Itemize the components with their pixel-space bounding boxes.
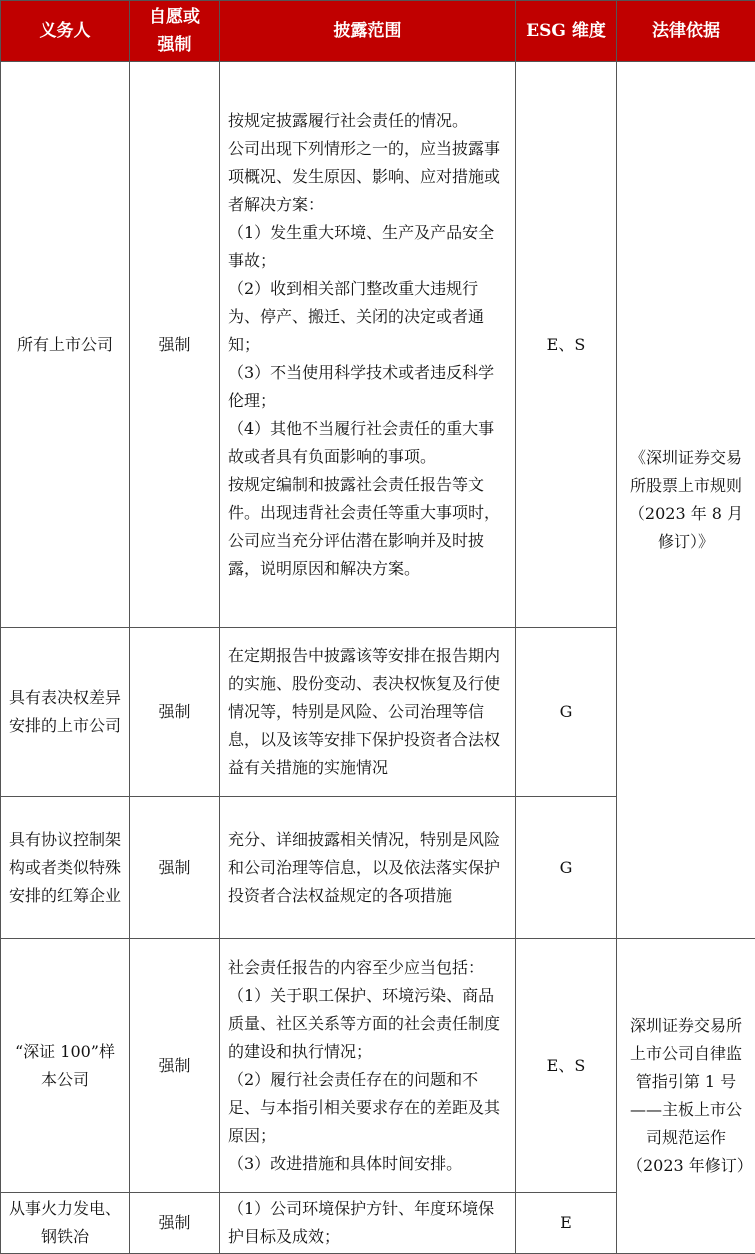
obligor-cell: 具有表决权差异安排的上市公司 xyxy=(1,628,130,797)
header-legal: 法律依据 xyxy=(617,1,755,62)
esg-cell: E xyxy=(516,1193,617,1254)
type-cell: 强制 xyxy=(130,797,220,939)
scope-paragraph: （3）不当使用科学技术或者违反科学伦理； xyxy=(228,359,509,415)
obligor-cell: 具有协议控制架构或者类似特殊安排的红筹企业 xyxy=(1,797,130,939)
scope-paragraph: （4）其他不当履行社会责任的重大事故或者具有负面影响的事项。 xyxy=(228,415,509,471)
type-cell: 强制 xyxy=(130,62,220,628)
scope-paragraph: 公司出现下列情形之一的，应当披露事项概况、发生原因、影响、应对措施或者解决方案： xyxy=(228,135,509,219)
obligor-cell: “深证 100”样本公司 xyxy=(1,939,130,1193)
scope-paragraph: （1）关于职工保护、环境污染、商品质量、社区关系等方面的社会责任制度的建设和执行情况； xyxy=(228,982,509,1066)
scope-paragraph: （2）履行社会责任存在的问题和不足、与本指引相关要求存在的差距及其原因； xyxy=(228,1066,509,1150)
scope-cell xyxy=(220,628,516,797)
legal-basis-cell: 深圳证券交易所上市公司自律监管指引第 1 号——主板上市公司规范运作（2023 年修订） xyxy=(617,939,755,1254)
type-cell: 强制 xyxy=(130,628,220,797)
obligor-cell: 所有上市公司 xyxy=(1,62,130,628)
esg-cell: G xyxy=(516,628,617,797)
scope-cell xyxy=(220,797,516,939)
scope-cell xyxy=(220,1193,516,1254)
table-row xyxy=(1,62,755,628)
obligor-cell: 从事火力发电、钢铁冶 xyxy=(1,1193,130,1254)
scope-paragraph: （2）收到相关部门整改重大违规行为、停产、搬迁、关闭的决定或者通知； xyxy=(228,275,509,359)
scope-paragraph: 在定期报告中披露该等安排在报告期内的实施、股份变动、表决权恢复及行使情况等，特别是风险、公司治理等信息，以及该等安排下保护投资者合法权益有关措施的实施情况 xyxy=(228,642,509,782)
table-row xyxy=(1,939,755,1193)
scope-paragraph: （1）发生重大环境、生产及产品安全事故； xyxy=(228,219,509,275)
scope-paragraph: 按规定编制和披露社会责任报告等文件。出现违背社会责任等重大事项时，公司应当充分评估潜在影响并及时披露，说明原因和解决方案。 xyxy=(228,471,509,583)
esg-cell: G xyxy=(516,797,617,939)
esg-cell: E、S xyxy=(516,939,617,1193)
scope-paragraph: （1）公司环境保护方针、年度环境保护目标及成效； xyxy=(228,1195,509,1251)
header-row xyxy=(1,1,755,62)
legal-basis-cell: 《深圳证券交易所股票上市规则（2023 年 8 月修订）》 xyxy=(617,62,755,939)
header-esg: ESG 维度 xyxy=(516,1,617,62)
scope-cell xyxy=(220,62,516,628)
header-scope: 披露范围 xyxy=(220,1,516,62)
type-cell: 强制 xyxy=(130,1193,220,1254)
scope-cell xyxy=(220,939,516,1193)
scope-paragraph: （3）改进措施和具体时间安排。 xyxy=(228,1150,509,1178)
type-cell: 强制 xyxy=(130,939,220,1193)
header-obligor: 义务人 xyxy=(1,1,130,62)
scope-paragraph: 充分、详细披露相关情况，特别是风险和公司治理等信息，以及依法落实保护投资者合法权益规定的各项措施 xyxy=(228,826,509,910)
header-voluntary: 自愿或强制 xyxy=(130,1,220,62)
scope-paragraph: 社会责任报告的内容至少应当包括： xyxy=(228,954,509,982)
scope-paragraph: 按规定披露履行社会责任的情况。 xyxy=(228,107,509,135)
esg-cell: E、S xyxy=(516,62,617,628)
